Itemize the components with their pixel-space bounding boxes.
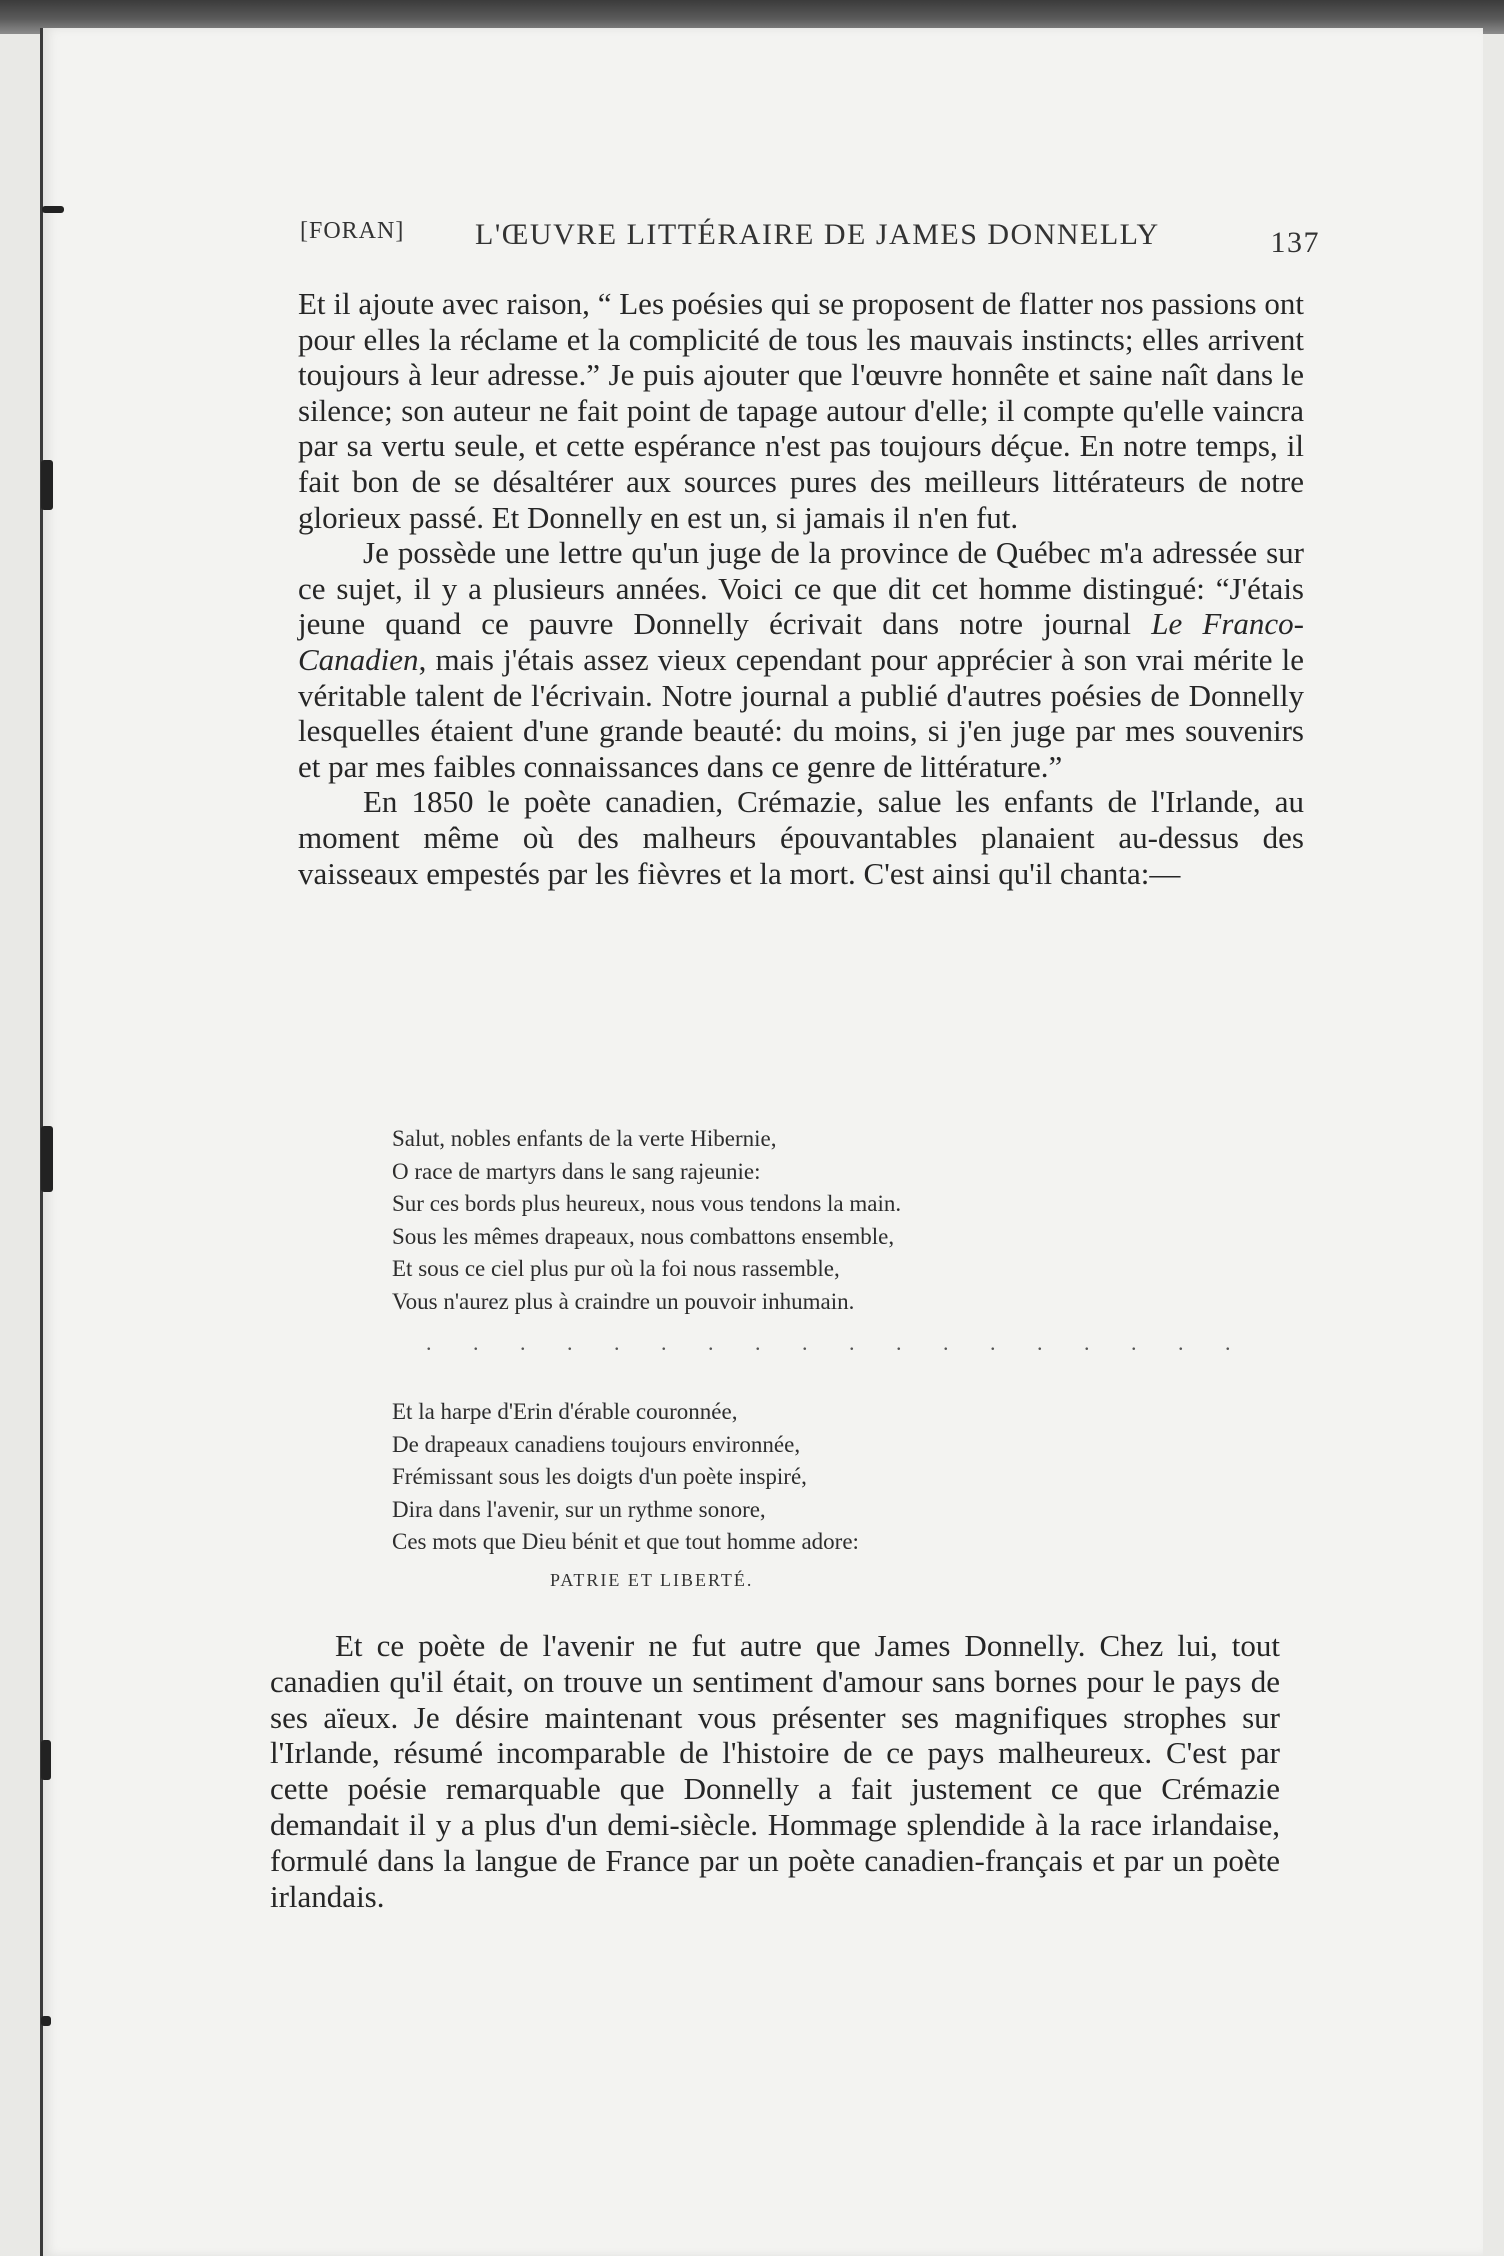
poem-line: Vous n'aurez plus à craindre un pouvoir inhumain.	[392, 1288, 855, 1314]
poem-line: Sur ces bords plus heureux, nous vous tendons la main.	[392, 1191, 902, 1216]
poem-line: Sous les mêmes drapeaux, nous combattons ensemble,	[392, 1223, 895, 1249]
binding-mark	[41, 1126, 53, 1192]
binding-mark	[42, 206, 64, 213]
paragraph: Et ce poète de l'avenir ne fut autre que James Donnelly. Chez lui, tout canadien qu'il était, on trouve un sentiment d'amour sans bornes pour le pays de ses aïeux. Je désire maintenant vous présenter ses magnifiques strophes sur l'Irlande, résumé incomparable de l'histoire de ce pays malheureux. C'est par cette poésie remarquable que Donnelly a fait justement ce que Crémazie demandait il y a plus d'un demi-siècle. Hommage splendide à la race irlandaise, formulé dans la langue de France par un poète canadien-français et par un poète irlandais.	[270, 1628, 1280, 1914]
poem-ellipsis: . . . . . . . . . . . . . . . . . .	[426, 1330, 1249, 1355]
poem-stanza	[392, 1396, 1152, 1559]
poem-refrain: PATRIE ET LIBERTÉ.	[550, 1570, 754, 1590]
poem-line: Et la harpe d'Erin d'érable couronnée,	[392, 1399, 738, 1424]
paragraph: Et il ajoute avec raison, “ Les poésies qui se proposent de flatter nos passions ont pour elles la réclame et la complicité de tous les mauvais instincts; elles arrivent toujours à leur adresse.” Je puis ajouter que l'œuvre honnête et saine naît dans le silence; son auteur ne fait point de tapage autour d'elle; il compte qu'elle vaincra par sa vertu seule, et cette espérance n'est pas toujours déçue. En notre temps, il fait bon de se désaltérer aux sources pures des meilleurs littérateurs de notre glorieux passé. Et Donnelly en est un, si jamais il n'en fut.	[298, 286, 1304, 535]
running-title: L'ŒUVRE LITTÉRAIRE DE JAMES DONNELLY	[475, 218, 1160, 251]
poem-stanza	[392, 1123, 1152, 1318]
poem-line: De drapeaux canadiens toujours environnée,	[392, 1431, 801, 1457]
poem-line: Dira dans l'avenir, sur un rythme sonore,	[392, 1496, 766, 1522]
binding-mark	[41, 460, 53, 510]
binding-mark	[41, 2016, 51, 2026]
body-text	[298, 286, 1304, 891]
paragraph-text: , mais j'étais assez vieux cependant pour apprécier à son vrai mérite le véritable talent de l'écrivain. Notre journal a publié d'autres poésies de Donnelly lesquelles étaient d'une grande beauté: du moins, si j'en juge par mes souvenirs et par mes faibles connaissances dans ce genre de littérature.”	[298, 641, 1304, 784]
binding-mark	[41, 1740, 51, 1780]
poem-line: Salut, nobles enfants de la verte Hibernie,	[392, 1126, 777, 1151]
author-tag: [FORAN]	[300, 218, 405, 244]
paragraph: En 1850 le poète canadien, Crémazie, salue les enfants de l'Irlande, au moment même où des malheurs épouvantables planaient au-dessus des vaisseaux empestés par les fièvres et la mort. C'est ainsi qu'il chanta:—	[298, 784, 1304, 891]
poem-line: Frémissant sous les doigts d'un poète inspiré,	[392, 1464, 807, 1489]
page-number: 137	[1270, 226, 1320, 259]
poem-line: Ces mots que Dieu bénit et que tout homme adore:	[392, 1529, 859, 1554]
running-header	[300, 218, 1320, 258]
paragraph	[298, 535, 1304, 784]
paragraph-text: Je possède une lettre qu'un juge de la province de Québec m'a adressée sur ce sujet, il y a plusieurs années. Voici ce que dit cet homme distingué: “J'étais jeune quand ce pauvre Donnelly écrivait dans notre journal	[298, 535, 1304, 642]
closing-text	[270, 1628, 1280, 1914]
journal-title: Le Franco-Canadien	[298, 606, 1304, 677]
poem-line: O race de martyrs dans le sang rajeunie:	[392, 1158, 761, 1184]
poem-line: Et sous ce ciel plus pur où la foi nous rassemble,	[392, 1256, 840, 1281]
